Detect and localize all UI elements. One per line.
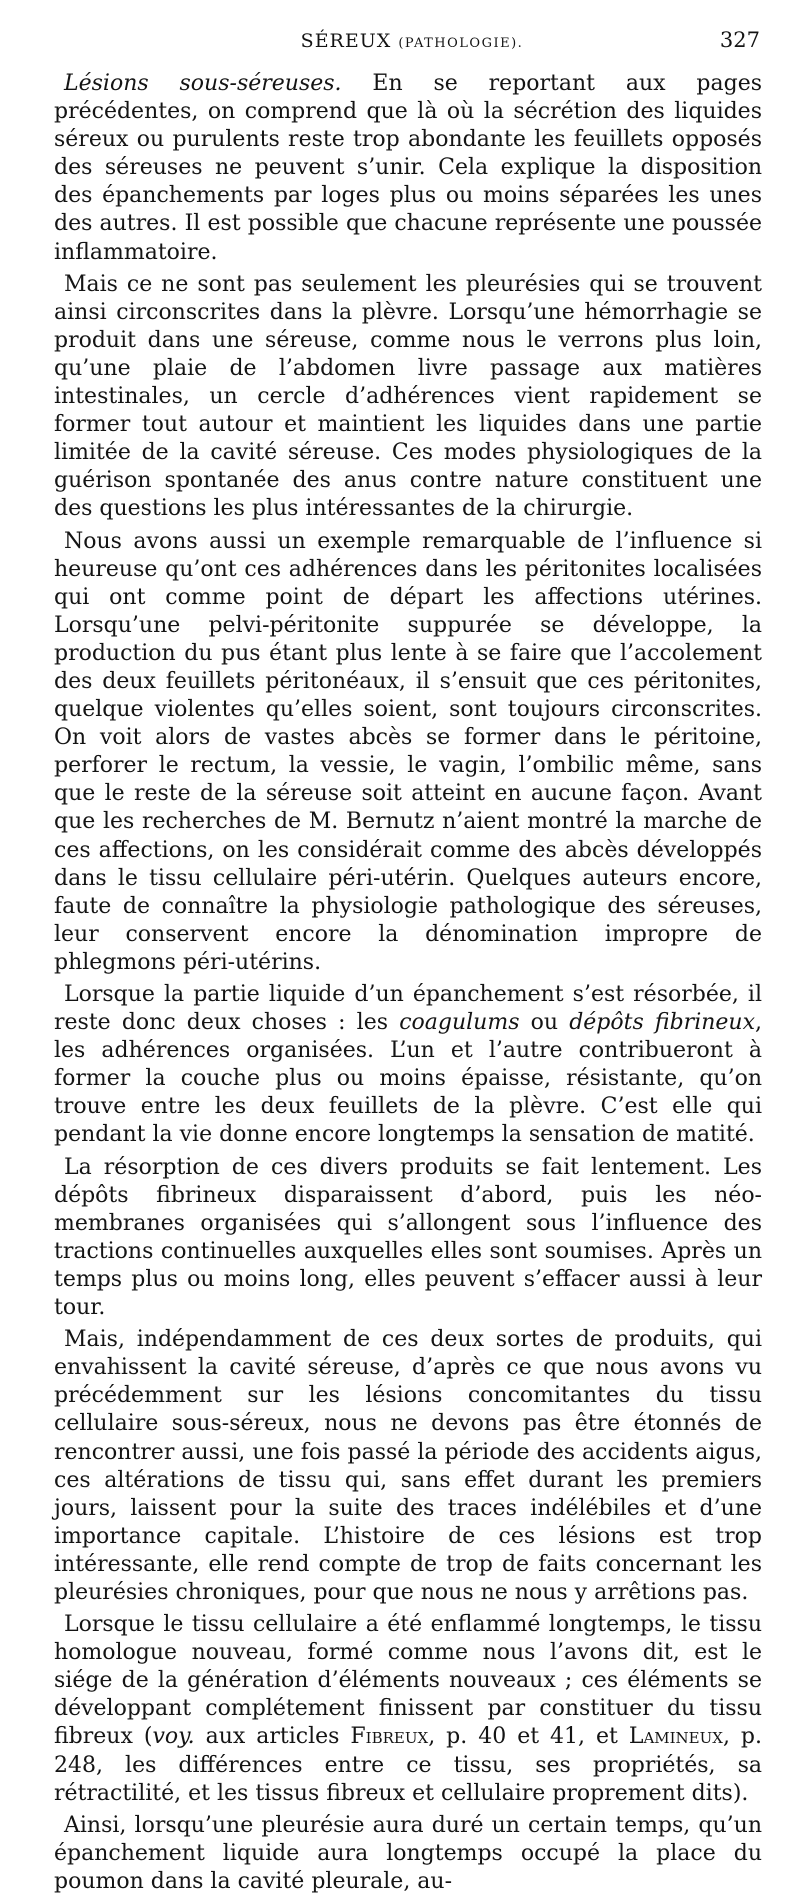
paragraph-text: Mais ce ne sont pas seulement les pleurésies qui se trouvent ainsi circonscrites dans la plèvre. Lorsqu’une hémorrhagie se produit dans une séreuse, comme nous le verrons plus loin, qu’une plaie de l’abdomen livre passage aux matières intestinales, un cercle d’adhérences vient rapidement se former tout autour et maintient les liquides dans une partie limitée de la cavité séreuse. Ces modes physiologiques de la guérison spontanée des anus contre nature constituent une des questions les plus intéressantes de la chirurgie. <box>54 271 762 522</box>
running-head-subtitle: (PATHOLOGIE). <box>398 36 524 51</box>
italic-abbreviation: voy. <box>152 1724 195 1750</box>
page-number: 327 <box>719 28 760 52</box>
section-lead-title: Lésions sous-séreuses. <box>64 71 342 96</box>
cross-reference-article: Lamineux <box>628 1724 723 1750</box>
paragraph-4 <box>54 981 762 1150</box>
italic-term: dépôts fibrineux <box>569 1010 755 1036</box>
running-head-title: SÉREUX <box>300 30 392 52</box>
running-head <box>64 30 760 52</box>
paragraph-text: , les adhérences organisées. L’un et l’autre contribueront à former la couche plus ou moins épaisse, résistante, qu’on trouve entre les deux feuillets de la plèvre. C’est elle qui pendant la vie donne encore longtemps la sensation de matité. <box>54 1010 762 1148</box>
paragraph-2 <box>54 271 762 524</box>
paragraph-3 <box>54 528 762 978</box>
paragraph-6 <box>54 1326 762 1607</box>
paragraph-text: Lorsque la partie liquide d’un épanchement s’est résorbée, il reste donc deux choses : les <box>54 982 762 1036</box>
cross-reference-article: Fibreux <box>350 1724 429 1750</box>
paragraph-5 <box>54 1154 762 1323</box>
italic-term: coagulums <box>399 1010 520 1036</box>
paragraph-text: aux articles <box>194 1724 351 1750</box>
body-text <box>54 70 762 1900</box>
paragraph-text: Ainsi, lorsqu’une pleurésie aura duré un certain temps, qu’un épanchement liquide aura longtemps occupé la place du poumon dans la cavité pleurale, au- <box>54 1812 762 1894</box>
paragraph-1 <box>54 70 762 267</box>
page-header <box>64 30 760 60</box>
paragraph-text: Lorsque le tissu cellulaire a été enflammé longtemps, le tissu homologue nouveau, formé comme nous l’avons dit, est le siége de la génération d’éléments nouveaux ; ces éléments se développant complétement finissent par constituer du tissu fibreux ( <box>54 1612 762 1750</box>
paragraph-text: , p. 248, les différences entre ce tissu, ses propriétés, sa rétractilité, et les tissus fibreux et cellulaire proprement dits). <box>54 1724 762 1806</box>
paragraph-text: En se reportant aux pages précédentes, on comprend que là où la sécrétion des liquides séreux ou purulents reste trop abondante les feuillets opposés des séreuses ne peuvent s’unir. Cela explique la disposition des épanchements par loges plus ou moins séparées les unes des autres. Il est possible que chacune représente une poussée inflammatoire. <box>54 71 763 265</box>
paragraph-8 <box>54 1812 762 1896</box>
paragraph-text: Nous avons aussi un exemple remarquable de l’influence si heureuse qu’ont ces adhérences dans les péritonites localisées qui ont comme point de départ les affections utérines. Lorsqu’une pelvi-péritonite suppurée se développe, la production du pus étant plus lente à se faire que l’accolement des deux feuillets péritonéaux, il s’ensuit que ces péritonites, quelque violentes qu’elles soient, sont toujours circonscrites. On voit alors de vastes abcès se former dans le péritoine, perforer le rectum, la vessie, le vagin, l’ombilic même, sans que le reste de la séreuse soit atteint en aucune façon. Avant que les recherches de M. Bernutz n’aient montré la marche de ces affections, on les considérait comme des abcès développés dans le tissu cellulaire péri-utérin. Quelques auteurs encore, faute de connaître la physiologie pathologique des séreuses, leur conservent encore la dénomination impropre de phlegmons péri-utérins. <box>54 528 762 975</box>
paragraph-7 <box>54 1611 762 1808</box>
paragraph-text: , p. 40 et 41, et <box>428 1724 629 1750</box>
paragraph-text: Mais, indépendamment de ces deux sortes de produits, qui envahissent la cavité séreuse, d’après ce que nous avons vu précédemment sur les lésions concomitantes du tissu cellulaire sous-séreux, nous ne devons pas être étonnés de rencontrer aussi, une fois passé la période des accidents aigus, ces altérations de tissu qui, sans effet durant les premiers jours, laissent pour la suite des traces indélébiles et d’une importance capitale. L’histoire de ces lésions est trop intéressante, elle rend compte de trop de faits concernant les pleurésies chroniques, pour que nous ne nous y arrêtions pas. <box>54 1327 762 1605</box>
paragraph-text: ou <box>519 1010 570 1036</box>
paragraph-text: La résorption de ces divers produits se fait lentement. Les dépôts fibrineux disparaissent d’abord, puis les néo-membranes organisées qui s’allongent sous l’influence des tractions continuelles auxquelles elles sont soumises. Après un temps plus ou moins long, elles peuvent s’effacer aussi à leur tour. <box>54 1154 762 1321</box>
